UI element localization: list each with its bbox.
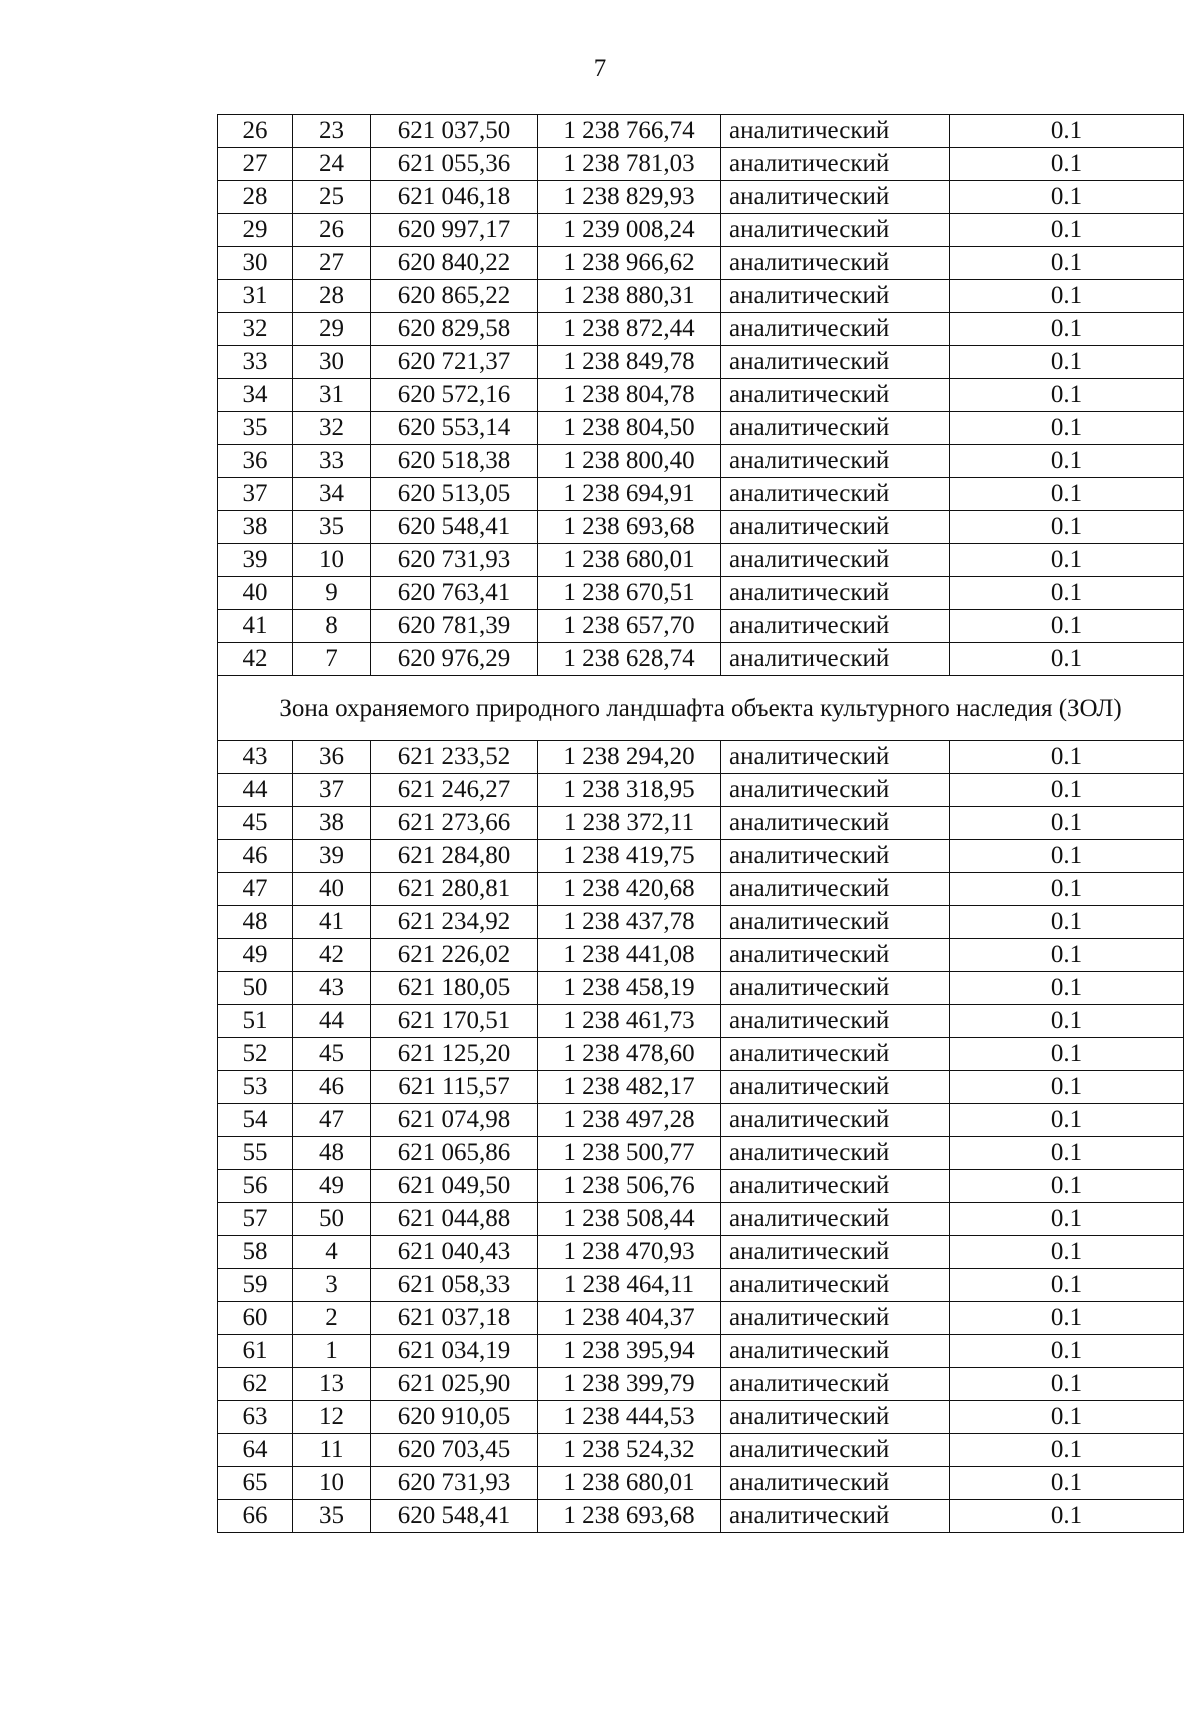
point-number-cell: 7 [293, 643, 371, 676]
method-cell: аналитический [721, 1467, 950, 1500]
x-coordinate-cell: 621 246,27 [371, 774, 538, 807]
y-coordinate-cell: 1 238 478,60 [538, 1038, 721, 1071]
row-number-cell: 57 [218, 1203, 293, 1236]
table-row [218, 1170, 1184, 1203]
point-number-cell: 38 [293, 807, 371, 840]
method-cell: аналитический [721, 1005, 950, 1038]
table-row [218, 873, 1184, 906]
method-cell: аналитический [721, 511, 950, 544]
point-number-cell: 8 [293, 610, 371, 643]
point-number-cell: 32 [293, 412, 371, 445]
row-number-cell: 30 [218, 247, 293, 280]
row-number-cell: 55 [218, 1137, 293, 1170]
table-row [218, 1434, 1184, 1467]
method-cell: аналитический [721, 1170, 950, 1203]
row-number-cell: 26 [218, 115, 293, 148]
method-cell: аналитический [721, 1434, 950, 1467]
point-number-cell: 49 [293, 1170, 371, 1203]
error-cell: 0.1 [950, 840, 1184, 873]
table-row [218, 511, 1184, 544]
row-number-cell: 58 [218, 1236, 293, 1269]
row-number-cell: 28 [218, 181, 293, 214]
row-number-cell: 42 [218, 643, 293, 676]
row-number-cell: 45 [218, 807, 293, 840]
row-number-cell: 50 [218, 972, 293, 1005]
y-coordinate-cell: 1 238 464,11 [538, 1269, 721, 1302]
x-coordinate-cell: 621 280,81 [371, 873, 538, 906]
row-number-cell: 54 [218, 1104, 293, 1137]
x-coordinate-cell: 621 037,50 [371, 115, 538, 148]
row-number-cell: 66 [218, 1500, 293, 1533]
method-cell: аналитический [721, 379, 950, 412]
method-cell: аналитический [721, 346, 950, 379]
y-coordinate-cell: 1 238 470,93 [538, 1236, 721, 1269]
table-row [218, 346, 1184, 379]
table-row [218, 445, 1184, 478]
y-coordinate-cell: 1 238 766,74 [538, 115, 721, 148]
method-cell: аналитический [721, 1401, 950, 1434]
y-coordinate-cell: 1 238 800,40 [538, 445, 721, 478]
error-cell: 0.1 [950, 1302, 1184, 1335]
y-coordinate-cell: 1 238 395,94 [538, 1335, 721, 1368]
x-coordinate-cell: 621 115,57 [371, 1071, 538, 1104]
row-number-cell: 48 [218, 906, 293, 939]
error-cell: 0.1 [950, 1038, 1184, 1071]
point-number-cell: 40 [293, 873, 371, 906]
method-cell: аналитический [721, 610, 950, 643]
row-number-cell: 53 [218, 1071, 293, 1104]
error-cell: 0.1 [950, 1500, 1184, 1533]
row-number-cell: 56 [218, 1170, 293, 1203]
row-number-cell: 60 [218, 1302, 293, 1335]
x-coordinate-cell: 621 170,51 [371, 1005, 538, 1038]
x-coordinate-cell: 621 273,66 [371, 807, 538, 840]
table-row [218, 379, 1184, 412]
point-number-cell: 37 [293, 774, 371, 807]
error-cell: 0.1 [950, 511, 1184, 544]
table-row [218, 214, 1184, 247]
method-cell: аналитический [721, 1500, 950, 1533]
method-cell: аналитический [721, 1104, 950, 1137]
method-cell: аналитический [721, 1203, 950, 1236]
table-row [218, 478, 1184, 511]
table-row [218, 840, 1184, 873]
method-cell: аналитический [721, 214, 950, 247]
table-row [218, 544, 1184, 577]
y-coordinate-cell: 1 238 680,01 [538, 544, 721, 577]
x-coordinate-cell: 620 518,38 [371, 445, 538, 478]
error-cell: 0.1 [950, 148, 1184, 181]
error-cell: 0.1 [950, 214, 1184, 247]
error-cell: 0.1 [950, 1137, 1184, 1170]
point-number-cell: 39 [293, 840, 371, 873]
point-number-cell: 30 [293, 346, 371, 379]
error-cell: 0.1 [950, 906, 1184, 939]
x-coordinate-cell: 620 731,93 [371, 1467, 538, 1500]
x-coordinate-cell: 621 040,43 [371, 1236, 538, 1269]
y-coordinate-cell: 1 238 404,37 [538, 1302, 721, 1335]
y-coordinate-cell: 1 238 872,44 [538, 313, 721, 346]
error-cell: 0.1 [950, 313, 1184, 346]
table-row [218, 115, 1184, 148]
row-number-cell: 43 [218, 741, 293, 774]
error-cell: 0.1 [950, 873, 1184, 906]
y-coordinate-cell: 1 238 693,68 [538, 1500, 721, 1533]
point-number-cell: 10 [293, 544, 371, 577]
row-number-cell: 39 [218, 544, 293, 577]
y-coordinate-cell: 1 238 420,68 [538, 873, 721, 906]
point-number-cell: 41 [293, 906, 371, 939]
method-cell: аналитический [721, 247, 950, 280]
point-number-cell: 27 [293, 247, 371, 280]
error-cell: 0.1 [950, 1335, 1184, 1368]
y-coordinate-cell: 1 238 441,08 [538, 939, 721, 972]
y-coordinate-cell: 1 238 804,50 [538, 412, 721, 445]
table-row [218, 1467, 1184, 1500]
method-cell: аналитический [721, 1236, 950, 1269]
y-coordinate-cell: 1 238 444,53 [538, 1401, 721, 1434]
method-cell: аналитический [721, 280, 950, 313]
table-row [218, 1104, 1184, 1137]
row-number-cell: 44 [218, 774, 293, 807]
error-cell: 0.1 [950, 610, 1184, 643]
x-coordinate-cell: 621 284,80 [371, 840, 538, 873]
y-coordinate-cell: 1 238 694,91 [538, 478, 721, 511]
point-number-cell: 35 [293, 511, 371, 544]
y-coordinate-cell: 1 238 849,78 [538, 346, 721, 379]
x-coordinate-cell: 620 781,39 [371, 610, 538, 643]
table-row [218, 1335, 1184, 1368]
row-number-cell: 37 [218, 478, 293, 511]
table-row [218, 1368, 1184, 1401]
y-coordinate-cell: 1 238 829,93 [538, 181, 721, 214]
page-number: 7 [593, 55, 607, 82]
x-coordinate-cell: 620 572,16 [371, 379, 538, 412]
y-coordinate-cell: 1 238 458,19 [538, 972, 721, 1005]
y-coordinate-cell: 1 238 657,70 [538, 610, 721, 643]
x-coordinate-cell: 620 976,29 [371, 643, 538, 676]
point-number-cell: 1 [293, 1335, 371, 1368]
y-coordinate-cell: 1 238 508,44 [538, 1203, 721, 1236]
row-number-cell: 59 [218, 1269, 293, 1302]
method-cell: аналитический [721, 1368, 950, 1401]
x-coordinate-cell: 621 074,98 [371, 1104, 538, 1137]
table-row [218, 181, 1184, 214]
error-cell: 0.1 [950, 741, 1184, 774]
x-coordinate-cell: 620 997,17 [371, 214, 538, 247]
x-coordinate-cell: 620 763,41 [371, 577, 538, 610]
x-coordinate-cell: 621 046,18 [371, 181, 538, 214]
row-number-cell: 64 [218, 1434, 293, 1467]
table-row [218, 412, 1184, 445]
table-row [218, 1038, 1184, 1071]
y-coordinate-cell: 1 238 294,20 [538, 741, 721, 774]
row-number-cell: 34 [218, 379, 293, 412]
error-cell: 0.1 [950, 280, 1184, 313]
table-row [218, 1005, 1184, 1038]
method-cell: аналитический [721, 478, 950, 511]
row-number-cell: 63 [218, 1401, 293, 1434]
point-number-cell: 3 [293, 1269, 371, 1302]
method-cell: аналитический [721, 544, 950, 577]
method-cell: аналитический [721, 1335, 950, 1368]
table-row [218, 1401, 1184, 1434]
error-cell: 0.1 [950, 1236, 1184, 1269]
row-number-cell: 29 [218, 214, 293, 247]
y-coordinate-cell: 1 238 318,95 [538, 774, 721, 807]
point-number-cell: 29 [293, 313, 371, 346]
x-coordinate-cell: 620 548,41 [371, 1500, 538, 1533]
x-coordinate-cell: 620 721,37 [371, 346, 538, 379]
x-coordinate-cell: 620 513,05 [371, 478, 538, 511]
y-coordinate-cell: 1 239 008,24 [538, 214, 721, 247]
row-number-cell: 61 [218, 1335, 293, 1368]
method-cell: аналитический [721, 412, 950, 445]
point-number-cell: 26 [293, 214, 371, 247]
method-cell: аналитический [721, 774, 950, 807]
point-number-cell: 24 [293, 148, 371, 181]
table-row [218, 148, 1184, 181]
row-number-cell: 62 [218, 1368, 293, 1401]
point-number-cell: 2 [293, 1302, 371, 1335]
error-cell: 0.1 [950, 939, 1184, 972]
x-coordinate-cell: 621 125,20 [371, 1038, 538, 1071]
error-cell: 0.1 [950, 1005, 1184, 1038]
table-row [218, 1137, 1184, 1170]
y-coordinate-cell: 1 238 482,17 [538, 1071, 721, 1104]
row-number-cell: 52 [218, 1038, 293, 1071]
table-row [218, 972, 1184, 1005]
y-coordinate-cell: 1 238 880,31 [538, 280, 721, 313]
x-coordinate-cell: 620 910,05 [371, 1401, 538, 1434]
row-number-cell: 35 [218, 412, 293, 445]
method-cell: аналитический [721, 1302, 950, 1335]
table-row [218, 610, 1184, 643]
table-row [218, 741, 1184, 774]
point-number-cell: 34 [293, 478, 371, 511]
row-number-cell: 32 [218, 313, 293, 346]
table-row [218, 774, 1184, 807]
x-coordinate-cell: 621 025,90 [371, 1368, 538, 1401]
error-cell: 0.1 [950, 181, 1184, 214]
method-cell: аналитический [721, 181, 950, 214]
x-coordinate-cell: 620 829,58 [371, 313, 538, 346]
x-coordinate-cell: 620 840,22 [371, 247, 538, 280]
table-row [218, 1500, 1184, 1533]
table-row [218, 1302, 1184, 1335]
method-cell: аналитический [721, 643, 950, 676]
point-number-cell: 47 [293, 1104, 371, 1137]
table-row [218, 643, 1184, 676]
table-row [218, 1203, 1184, 1236]
y-coordinate-cell: 1 238 670,51 [538, 577, 721, 610]
method-cell: аналитический [721, 1038, 950, 1071]
row-number-cell: 47 [218, 873, 293, 906]
table-row [218, 247, 1184, 280]
point-number-cell: 13 [293, 1368, 371, 1401]
table-row [218, 1071, 1184, 1104]
y-coordinate-cell: 1 238 437,78 [538, 906, 721, 939]
method-cell: аналитический [721, 906, 950, 939]
y-coordinate-cell: 1 238 500,77 [538, 1137, 721, 1170]
error-cell: 0.1 [950, 1203, 1184, 1236]
table-row [218, 939, 1184, 972]
error-cell: 0.1 [950, 1170, 1184, 1203]
x-coordinate-cell: 620 548,41 [371, 511, 538, 544]
error-cell: 0.1 [950, 1467, 1184, 1500]
error-cell: 0.1 [950, 577, 1184, 610]
error-cell: 0.1 [950, 379, 1184, 412]
y-coordinate-cell: 1 238 804,78 [538, 379, 721, 412]
x-coordinate-cell: 621 234,92 [371, 906, 538, 939]
point-number-cell: 42 [293, 939, 371, 972]
point-number-cell: 44 [293, 1005, 371, 1038]
x-coordinate-cell: 621 049,50 [371, 1170, 538, 1203]
point-number-cell: 48 [293, 1137, 371, 1170]
x-coordinate-cell: 620 703,45 [371, 1434, 538, 1467]
point-number-cell: 23 [293, 115, 371, 148]
y-coordinate-cell: 1 238 372,11 [538, 807, 721, 840]
error-cell: 0.1 [950, 115, 1184, 148]
table-row [218, 280, 1184, 313]
x-coordinate-cell: 621 034,19 [371, 1335, 538, 1368]
row-number-cell: 27 [218, 148, 293, 181]
method-cell: аналитический [721, 840, 950, 873]
section-title: Зона охраняемого природного ландшафта объекта культурного наследия (ЗОЛ) [218, 676, 1184, 741]
table-row [218, 1269, 1184, 1302]
y-coordinate-cell: 1 238 693,68 [538, 511, 721, 544]
error-cell: 0.1 [950, 1071, 1184, 1104]
point-number-cell: 33 [293, 445, 371, 478]
row-number-cell: 46 [218, 840, 293, 873]
method-cell: аналитический [721, 313, 950, 346]
error-cell: 0.1 [950, 544, 1184, 577]
y-coordinate-cell: 1 238 966,62 [538, 247, 721, 280]
error-cell: 0.1 [950, 807, 1184, 840]
x-coordinate-cell: 621 233,52 [371, 741, 538, 774]
x-coordinate-cell: 620 553,14 [371, 412, 538, 445]
error-cell: 0.1 [950, 643, 1184, 676]
point-number-cell: 46 [293, 1071, 371, 1104]
method-cell: аналитический [721, 115, 950, 148]
point-number-cell: 36 [293, 741, 371, 774]
table-row [218, 313, 1184, 346]
row-number-cell: 49 [218, 939, 293, 972]
row-number-cell: 65 [218, 1467, 293, 1500]
x-coordinate-cell: 621 226,02 [371, 939, 538, 972]
method-cell: аналитический [721, 445, 950, 478]
point-number-cell: 31 [293, 379, 371, 412]
point-number-cell: 28 [293, 280, 371, 313]
error-cell: 0.1 [950, 1368, 1184, 1401]
point-number-cell: 25 [293, 181, 371, 214]
row-number-cell: 51 [218, 1005, 293, 1038]
x-coordinate-cell: 620 731,93 [371, 544, 538, 577]
method-cell: аналитический [721, 1137, 950, 1170]
x-coordinate-cell: 621 058,33 [371, 1269, 538, 1302]
point-number-cell: 43 [293, 972, 371, 1005]
x-coordinate-cell: 621 044,88 [371, 1203, 538, 1236]
y-coordinate-cell: 1 238 461,73 [538, 1005, 721, 1038]
method-cell: аналитический [721, 873, 950, 906]
error-cell: 0.1 [950, 346, 1184, 379]
x-coordinate-cell: 621 180,05 [371, 972, 538, 1005]
x-coordinate-cell: 621 065,86 [371, 1137, 538, 1170]
error-cell: 0.1 [950, 774, 1184, 807]
method-cell: аналитический [721, 741, 950, 774]
method-cell: аналитический [721, 577, 950, 610]
x-coordinate-cell: 620 865,22 [371, 280, 538, 313]
table-row [218, 906, 1184, 939]
x-coordinate-cell: 621 055,36 [371, 148, 538, 181]
point-number-cell: 45 [293, 1038, 371, 1071]
method-cell: аналитический [721, 148, 950, 181]
error-cell: 0.1 [950, 1104, 1184, 1137]
y-coordinate-cell: 1 238 506,76 [538, 1170, 721, 1203]
table-row [218, 807, 1184, 840]
error-cell: 0.1 [950, 247, 1184, 280]
point-number-cell: 12 [293, 1401, 371, 1434]
point-number-cell: 10 [293, 1467, 371, 1500]
point-number-cell: 35 [293, 1500, 371, 1533]
row-number-cell: 38 [218, 511, 293, 544]
row-number-cell: 31 [218, 280, 293, 313]
section-header-row [218, 676, 1184, 741]
y-coordinate-cell: 1 238 524,32 [538, 1434, 721, 1467]
method-cell: аналитический [721, 807, 950, 840]
error-cell: 0.1 [950, 972, 1184, 1005]
error-cell: 0.1 [950, 1269, 1184, 1302]
error-cell: 0.1 [950, 412, 1184, 445]
coordinates-table [217, 114, 1184, 1533]
point-number-cell: 50 [293, 1203, 371, 1236]
error-cell: 0.1 [950, 478, 1184, 511]
method-cell: аналитический [721, 1071, 950, 1104]
table-row [218, 577, 1184, 610]
row-number-cell: 33 [218, 346, 293, 379]
y-coordinate-cell: 1 238 399,79 [538, 1368, 721, 1401]
y-coordinate-cell: 1 238 781,03 [538, 148, 721, 181]
point-number-cell: 9 [293, 577, 371, 610]
error-cell: 0.1 [950, 1401, 1184, 1434]
method-cell: аналитический [721, 972, 950, 1005]
y-coordinate-cell: 1 238 419,75 [538, 840, 721, 873]
coordinates-table-body [218, 115, 1184, 1533]
x-coordinate-cell: 621 037,18 [371, 1302, 538, 1335]
error-cell: 0.1 [950, 445, 1184, 478]
row-number-cell: 36 [218, 445, 293, 478]
y-coordinate-cell: 1 238 497,28 [538, 1104, 721, 1137]
y-coordinate-cell: 1 238 680,01 [538, 1467, 721, 1500]
row-number-cell: 41 [218, 610, 293, 643]
point-number-cell: 11 [293, 1434, 371, 1467]
y-coordinate-cell: 1 238 628,74 [538, 643, 721, 676]
table-row [218, 1236, 1184, 1269]
method-cell: аналитический [721, 939, 950, 972]
row-number-cell: 40 [218, 577, 293, 610]
error-cell: 0.1 [950, 1434, 1184, 1467]
point-number-cell: 4 [293, 1236, 371, 1269]
method-cell: аналитический [721, 1269, 950, 1302]
